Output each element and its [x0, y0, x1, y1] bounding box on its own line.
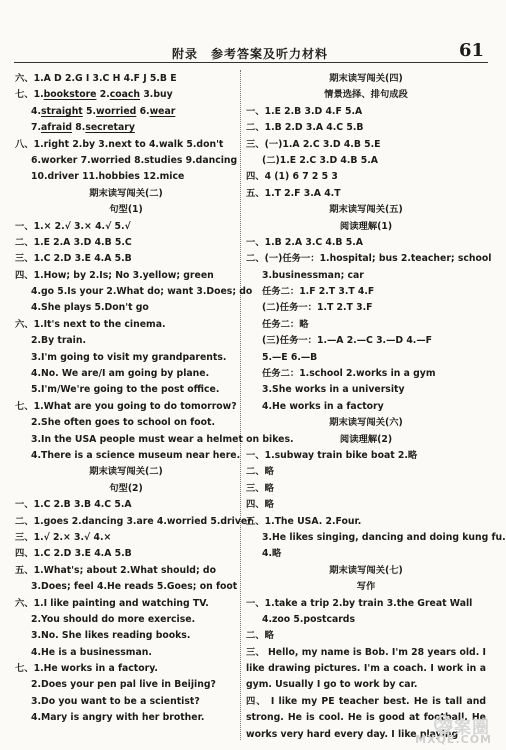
- answer-line: 四、1.C 2.D 3.E 4.A 5.B: [15, 548, 132, 560]
- answer-line: 5.—E 6.—B: [262, 351, 318, 363]
- answer-line: 八、1.right 2.by 3.next to 4.walk 5.don't: [15, 138, 224, 150]
- answer-line: 一、1.B 2.A 3.C 4.B 5.A: [246, 236, 363, 248]
- answer-line: 二、略: [246, 466, 274, 478]
- answer-line: 二、略: [246, 630, 274, 642]
- answer-line: 任务二：1.F 2.T 3.T 4.F: [262, 286, 375, 298]
- answer-line: 4.Mary is angry with her brother.: [31, 712, 205, 724]
- section-subheading: 阅读理解(2): [339, 433, 393, 445]
- watermark-url: MXQE.COM: [415, 733, 492, 746]
- answer-line: 2.Does your pen pal live in Beijing?: [31, 679, 216, 691]
- watermark-text: 答案圈: [436, 718, 490, 738]
- answer-line: 七、1.bookstore 2.coach 3.buy: [15, 89, 173, 101]
- answer-line: 10.driver 11.hobbies 12.mice: [31, 171, 185, 183]
- answer-line: 四、4 (1) 6 7 2 5 3: [246, 171, 338, 183]
- watermark: [398, 712, 498, 750]
- answer-line: 4.He works in a factory: [262, 400, 384, 412]
- essay-paragraph: 四、 I like my PE teacher best. He is tall and strong. He is cool. He is good at football. He works very hard every day. I like playing: [246, 695, 486, 740]
- answer-line: 4.straight 5.worried 6.wear: [31, 105, 176, 117]
- answer-line: 3.I'm going to visit my grandparents.: [31, 351, 227, 363]
- answer-line: 3.She works in a university: [262, 384, 405, 396]
- answer-line: (二)1.E 2.C 3.D 4.B 5.A: [262, 154, 378, 166]
- answer-line: 五、1.What's; about 2.What should; do: [15, 564, 216, 576]
- answer-line: 六、1.A D 2.G I 3.C H 4.F J 5.B E: [15, 73, 177, 84]
- answer-line: 二、1.E 2.A 3.D 4.B 5.C: [15, 236, 132, 248]
- answer-line: 一、1.E 2.B 3.D 4.F 5.A: [246, 105, 363, 117]
- answer-line: 三、1.√ 2.× 3.√ 4.×: [15, 531, 112, 543]
- answer-line: (三)任务一：1.—A 2.—C 3.—D 4.—F: [262, 335, 432, 347]
- answer-line: 六、1.It's next to the cinema.: [15, 318, 166, 330]
- answer-line: 三、1.C 2.D 3.E 4.A 5.B: [15, 253, 132, 265]
- answer-line: 6.worker 7.worried 8.studies 9.dancing: [31, 154, 238, 166]
- answer-line: 四、略: [246, 499, 274, 511]
- page-number: 61: [458, 40, 484, 61]
- answer-line: 4.略: [262, 548, 282, 560]
- answer-line: 一、1.× 2.√ 3.× 4.√ 5.√: [15, 220, 131, 232]
- section-heading: 期末读写闯关(二): [89, 466, 163, 478]
- answer-line: 4.He is a businessman.: [31, 646, 152, 658]
- answer-line: 五、1.The USA. 2.Four.: [246, 515, 362, 527]
- answer-line: 4.No. We are/I am going by plane.: [31, 368, 210, 380]
- column-divider: [240, 70, 241, 740]
- answer-line: 4.There is a science museum near here.: [31, 449, 241, 461]
- answer-line: 3.He likes singing, dancing and doing kung fu.: [262, 531, 506, 543]
- header-rule: [14, 62, 488, 63]
- page-header: [0, 0, 500, 68]
- answer-line: 七、1.What are you going to do tomorrow?: [15, 400, 237, 412]
- section-subheading: 句型(1): [109, 204, 143, 216]
- answer-line: 六、1.I like painting and watching TV.: [15, 597, 209, 609]
- answer-line: 任务二：1.school 2.works in a gym: [262, 368, 436, 380]
- answer-line: 5.I'm/We're going to the post office.: [31, 384, 220, 396]
- section-heading: 期末读写闯关(二): [89, 187, 163, 199]
- section-heading: 期末读写闯关(七): [329, 564, 403, 576]
- section-heading: 期末读写闯关(四): [329, 73, 403, 84]
- right-column: [246, 71, 506, 743]
- section-heading: 期末读写闯关(六): [329, 417, 403, 429]
- answer-line: 五、1.T 2.F 3.A 4.T: [246, 187, 341, 199]
- section-subheading: 阅读理解(1): [339, 220, 393, 232]
- page-title: 附录 参考答案及听力材料: [171, 47, 328, 61]
- answer-line: 4.She plays 5.Don't go: [31, 302, 149, 314]
- answer-line: 四、1.How; by 2.Is; No 3.yellow; green: [15, 269, 214, 281]
- answer-line: 三、(一)1.A 2.C 3.D 4.B 5.E: [246, 138, 381, 150]
- answer-line: 二、1.B 2.D 3.A 4.C 5.B: [246, 122, 364, 134]
- answer-line: 三、略: [246, 482, 274, 494]
- answer-line: 二、1.goes 2.dancing 3.are 4.worried 5.driver: [15, 515, 252, 527]
- answer-line: 3.No. She likes reading books.: [31, 630, 191, 642]
- answer-line: 3.Do you want to be a scientist?: [31, 695, 200, 707]
- answer-line: 一、1.C 2.B 3.B 4.C 5.A: [15, 499, 132, 511]
- answer-line: 3.Does; feel 4.He reads 5.Goes; on foot: [31, 581, 238, 593]
- answer-line: 4.zoo 5.postcards: [262, 613, 356, 625]
- answer-line: 3.businessman; car: [262, 269, 364, 281]
- answer-line: 7.afraid 8.secretary: [31, 122, 135, 134]
- answer-line: 二、(一)任务一：1.hospital; bus 2.teacher; school: [246, 253, 492, 265]
- answer-line: 一、1.subway train bike boat 2.略: [246, 449, 418, 461]
- answer-line: 一、1.take a trip 2.by train 3.the Great Wall: [246, 597, 473, 609]
- answer-line: 2.She often goes to school on foot.: [31, 417, 215, 429]
- section-subheading: 句型(2): [109, 482, 143, 494]
- answer-line: 4.go 5.Is your 2.What do; want 3.Does; do: [31, 286, 253, 298]
- section-heading: 期末读写闯关(五): [329, 204, 403, 216]
- answer-line: 七、1.He works in a factory.: [15, 663, 158, 675]
- section-subheading: 情景选择、排句成段: [324, 89, 408, 101]
- answer-line: (二)任务一：1.T 2.T 3.F: [262, 302, 373, 314]
- essay-paragraph: 三、 Hello, my name is Bob. I'm 28 years old. I like drawing pictures. I'm a coach. I work in a gym. Usually I go to work by car.: [246, 646, 486, 691]
- section-subheading: 写作: [356, 581, 376, 593]
- answer-line: 2.By train.: [31, 335, 87, 347]
- answer-line: 3.In the USA people must wear a helmet on bikes.: [31, 433, 294, 445]
- answer-line: 任务二：略: [262, 318, 309, 330]
- answer-line: 2.You should do more exercise.: [31, 613, 196, 625]
